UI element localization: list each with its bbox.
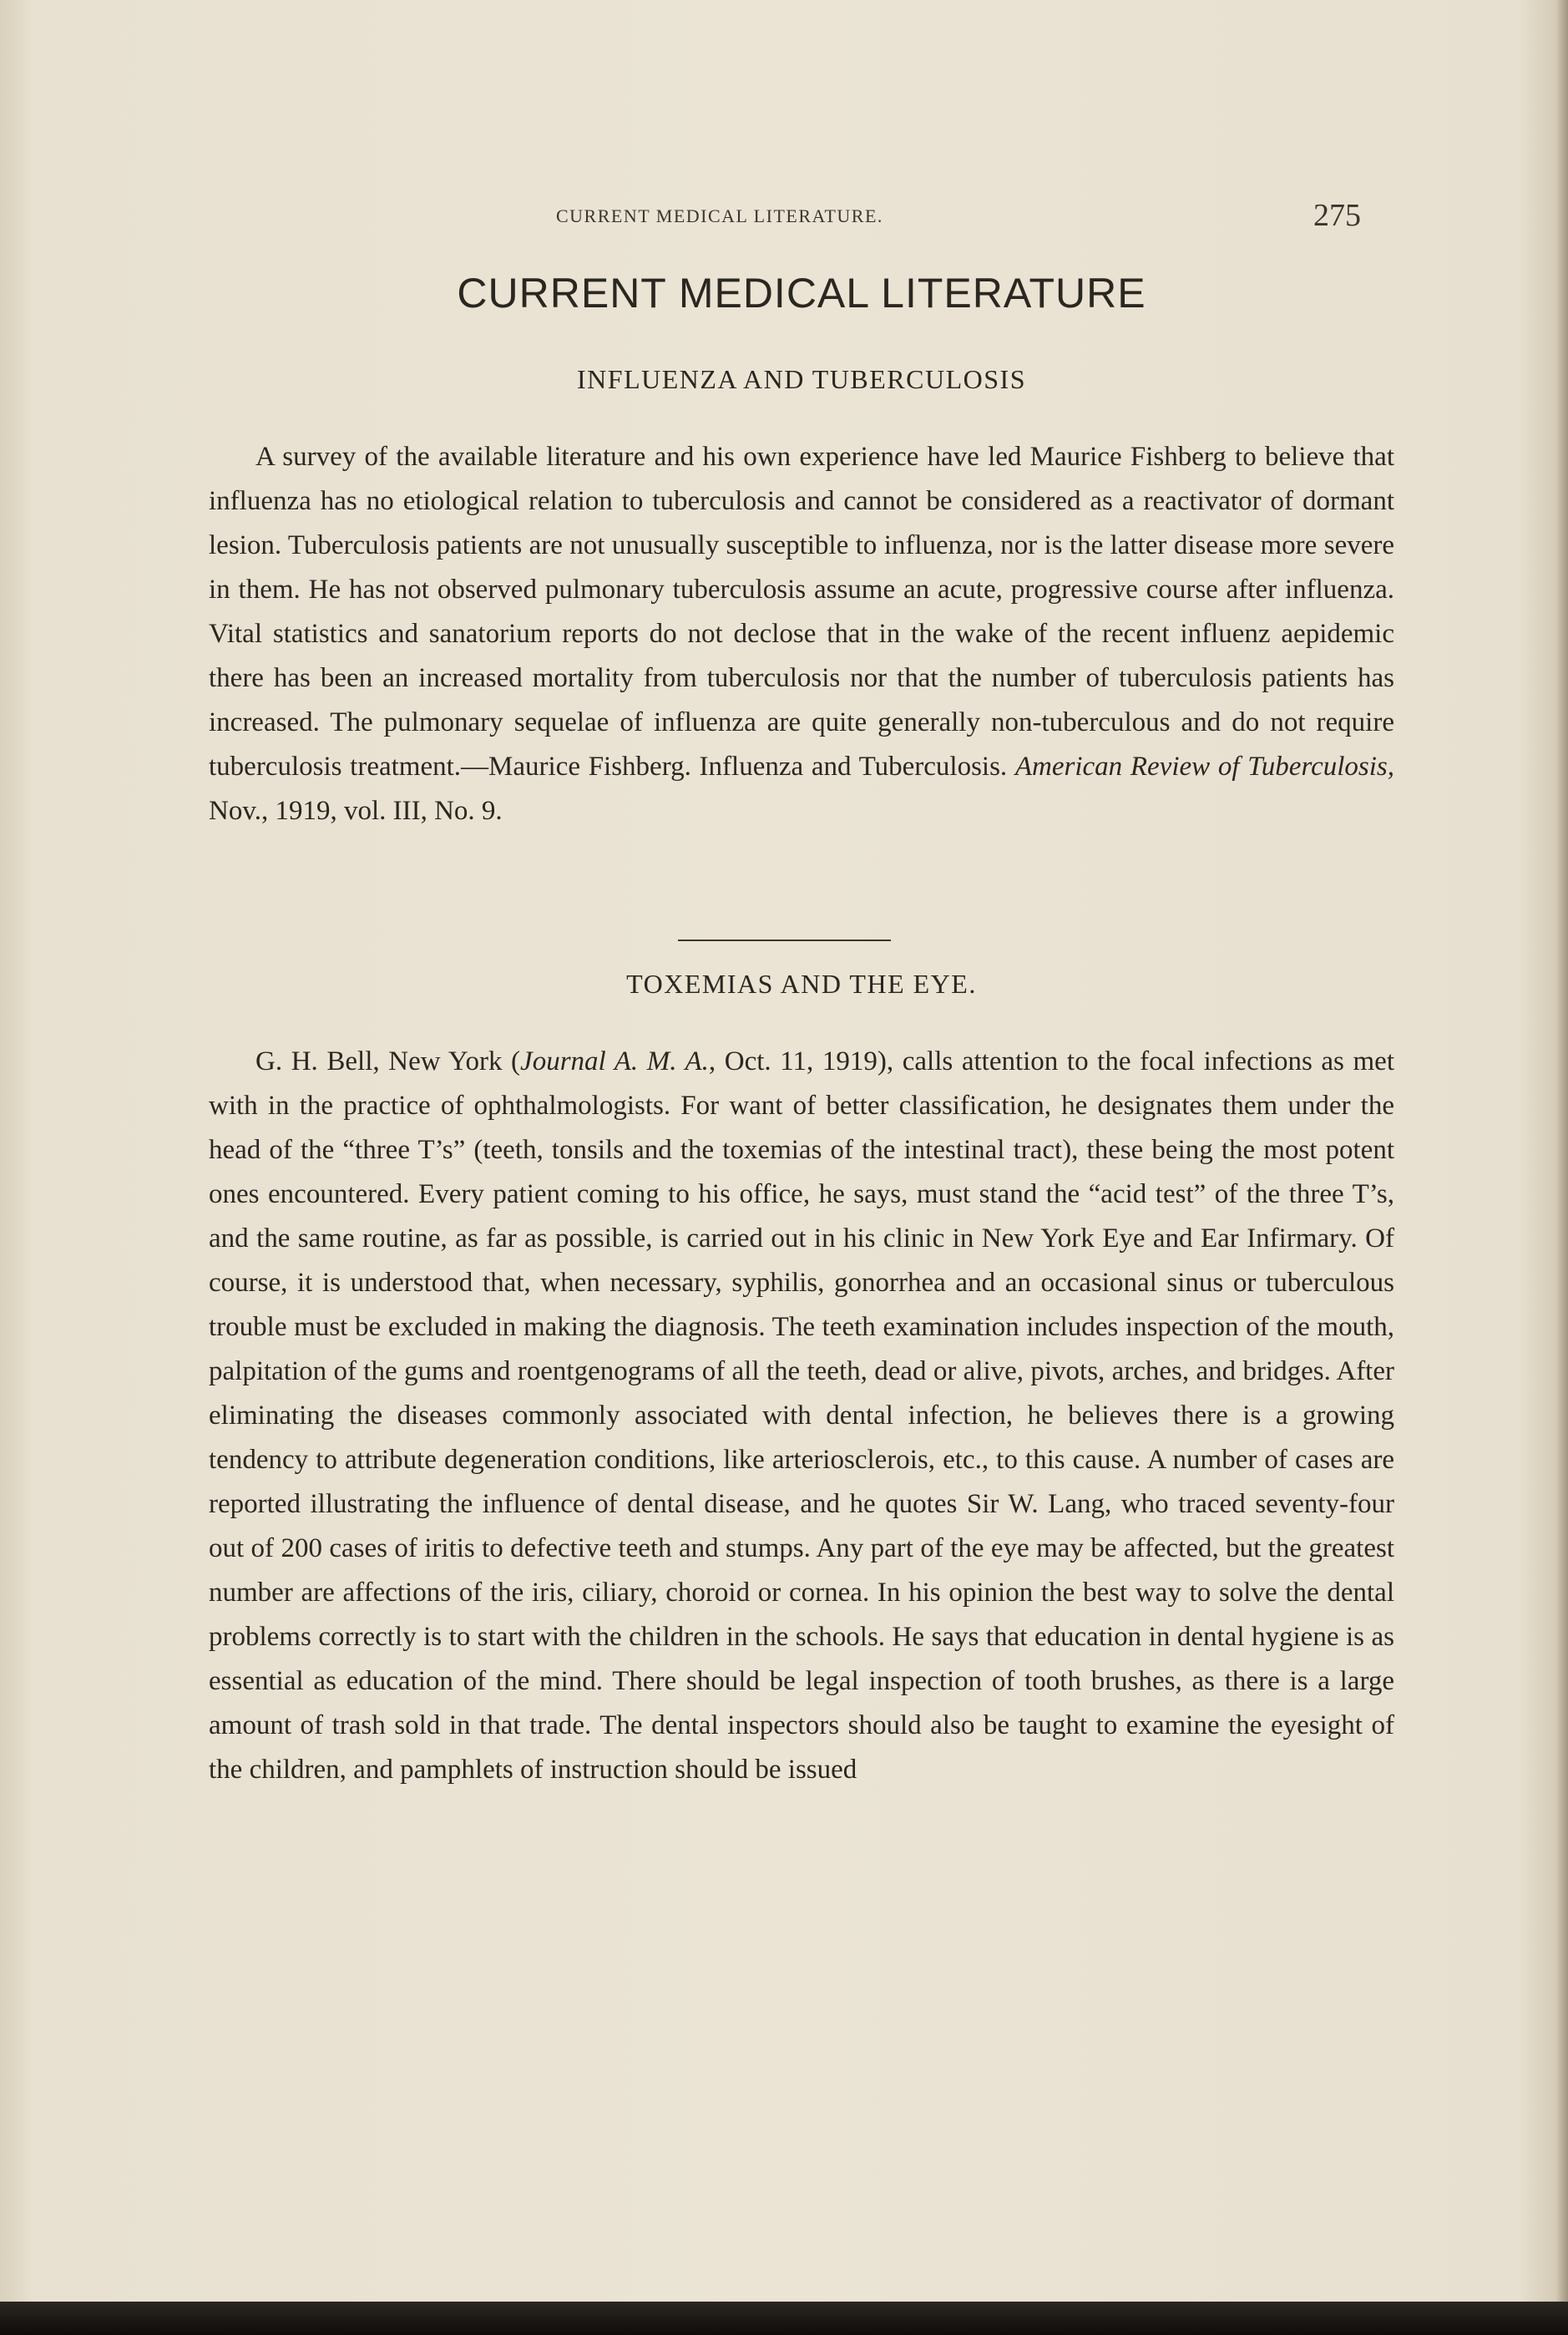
article-heading-toxemias: TOXEMIAS AND THE EYE. — [626, 969, 977, 999]
article1-text: A survey of the available literature and his own experience have led Maurice Fishberg to believe that influenza has no etiological relation to tuberculosis and cannot be considered as a reactivator of dormant lesion. Tuberculosis patients are not unusually susceptible to influenza, nor is the latter disease more severe in them. He has not observed pulmonary tuberculosis assume an acute, progressive course after influenza. Vital statistics and sanatorium reports do not declose that in the wake of the recent influenz aepidemic there has been an increased mortality from tuberculosis nor that the number of tuberculosis patients has increased. The pulmonary sequelae of influenza are quite generally non-tuberculous and do not require tuberculosis treatment.—Maurice Fishberg. Influenza and Tuberculosis. — [209, 442, 1394, 782]
page-title: CURRENT MEDICAL LITERATURE — [457, 270, 1146, 317]
article2-journal: Journal A. M. A. — [520, 1046, 709, 1076]
running-head-title: CURRENT MEDICAL LITERATURE. — [556, 205, 883, 226]
article-body-influenza — [209, 435, 1394, 833]
scan-bottom-edge — [0, 2302, 1568, 2335]
article1-citation: Nov., 1919, vol. III, No. 9. — [209, 796, 503, 826]
page-edge-shadow — [1556, 0, 1568, 2302]
article-body-toxemias — [209, 1040, 1394, 1792]
article1-journal: American Review of Tuberculosis, — [1014, 752, 1394, 782]
article2-text-start: G. H. Bell, New York ( — [255, 1046, 521, 1076]
running-head — [209, 198, 1394, 236]
page-number: 275 — [1313, 198, 1361, 233]
section-divider — [678, 940, 891, 941]
article2-text-rest: , Oct. 11, 1919), calls attention to the focal infections as met with in the practice of ophthalmologists. For want of better classification, he designates them under the head of the “three T’s” (teeth, tonsils and the toxemias of the intestinal tract), these being the most potent ones encountered. Every patient coming to his office, he says, must stand the “acid test” of the three T’s, and the same routine, as far as possible, is carried out in his clinic in New York Eye and Ear Infirmary. Of course, it is understood that, when necessary, syphilis, gonorrhea and an occasional sinus or tuberculous trouble must be excluded in making the diagnosis. The teeth examination includes inspection of the mouth, palpitation of the gums and roentgenograms of all the teeth, dead or alive, pivots, arches, and bridges. After eliminating the diseases commonly associated with dental infection, he believes there is a growing tendency to attribute degeneration conditions, like arteriosclerois, etc., to this cause. A number of cases are reported illustrating the influence of dental disease, and he quotes Sir W. Lang, who traced seventy-four out of 200 cases of iritis to defective teeth and stumps. Any part of the eye may be affected, but the greatest number are affections of the iris, ciliary, choroid or cornea. In his opinion the best way to solve the dental problems correctly is to start with the children in the schools. He says that education in dental hygiene is as essential as education of the mind. There should be legal inspection of tooth brushes, as there is a large amount of trash sold in that trade. The dental inspectors should also be taught to examine the eyesight of the children, and pamphlets of instruction should be issued — [209, 1046, 1394, 1785]
article-heading-influenza: INFLUENZA AND TUBERCULOSIS — [577, 364, 1026, 394]
